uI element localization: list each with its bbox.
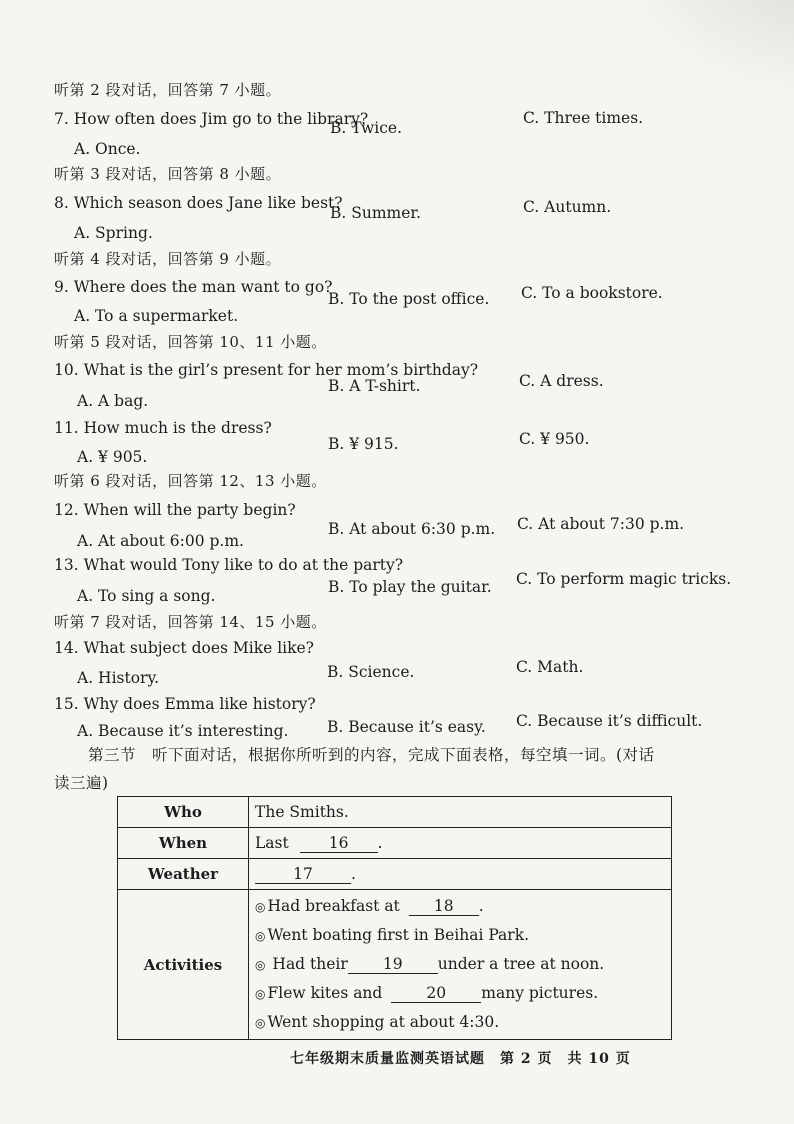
question-stem: 7. How often does Jim go to the library? xyxy=(54,110,369,128)
when-pre: Last xyxy=(255,833,289,852)
option-b: B. To the post office. xyxy=(328,290,490,308)
option-b: B. Twice. xyxy=(330,119,403,137)
activities-cell xyxy=(249,890,672,1040)
when-cell xyxy=(249,828,672,859)
row-label-weather: Weather xyxy=(118,859,249,890)
bullet-icon: ◎ xyxy=(255,929,266,943)
instruction: 听第 5 段对话，回答第 10、11 小题。 xyxy=(54,333,327,351)
option-a: A. Spring. xyxy=(74,224,153,242)
activity-item xyxy=(255,921,665,950)
bullet-icon: ◎ xyxy=(255,987,266,1001)
option-c: C. At about 7:30 p.m. xyxy=(517,515,685,533)
option-b: B. Science. xyxy=(327,663,415,681)
blank-19[interactable]: 19 xyxy=(348,955,438,974)
activity-post: under a tree at noon. xyxy=(437,955,605,973)
activity-post: . xyxy=(478,897,484,915)
table-row xyxy=(118,890,672,1040)
option-b: B. ¥ 915. xyxy=(328,435,399,453)
weather-cell xyxy=(249,859,672,890)
option-a: A. Once. xyxy=(74,140,141,158)
activity-text: Had breakfast at xyxy=(267,897,400,915)
bullet-icon: ◎ xyxy=(255,900,266,914)
instruction: 听第 6 段对话，回答第 12、13 小题。 xyxy=(54,472,327,490)
option-a: A. Because it’s interesting. xyxy=(77,722,289,740)
table-row xyxy=(118,859,672,890)
instruction: 听第 4 段对话，回答第 9 小题。 xyxy=(54,250,282,268)
instruction: 听第 3 段对话，回答第 8 小题。 xyxy=(54,165,282,183)
option-b: B. A T-shirt. xyxy=(328,377,421,395)
instruction: 听第 7 段对话，回答第 14、15 小题。 xyxy=(54,613,327,631)
who-value: The Smiths. xyxy=(249,797,672,828)
bullet-icon: ◎ xyxy=(255,1016,266,1030)
option-c: C. ¥ 950. xyxy=(519,430,590,448)
activity-item xyxy=(255,892,665,921)
option-a: A. To sing a song. xyxy=(77,587,216,605)
activity-item xyxy=(255,1008,665,1037)
option-b: B. Because it’s easy. xyxy=(327,718,486,736)
question-stem: 10. What is the girl’s present for her mom’s birthday? xyxy=(54,361,479,379)
option-c: C. To a bookstore. xyxy=(521,284,663,302)
table-row xyxy=(118,797,672,828)
question-stem: 13. What would Tony like to do at the party? xyxy=(54,556,404,574)
row-label-who: Who xyxy=(118,797,249,828)
blank-20[interactable]: 20 xyxy=(391,984,481,1003)
scan-shadow xyxy=(614,0,794,100)
part3-title-cont: 读三遍) xyxy=(54,774,109,792)
option-b: B. To play the guitar. xyxy=(328,578,492,596)
option-a: A. A bag. xyxy=(77,392,149,410)
weather-post: . xyxy=(351,864,356,883)
option-c: C. Because it’s difficult. xyxy=(516,712,703,730)
blank-16[interactable]: 16 xyxy=(300,834,378,853)
activity-text: Went boating first in Beihai Park. xyxy=(267,926,530,944)
bullet-icon: ◎ xyxy=(255,958,266,972)
activity-text: Had their xyxy=(272,955,348,973)
when-post: . xyxy=(377,833,383,852)
blank-18[interactable]: 18 xyxy=(409,897,479,916)
instruction: 听第 2 段对话，回答第 7 小题。 xyxy=(54,81,282,99)
question-stem: 15. Why does Emma like history? xyxy=(54,695,316,713)
option-a: A. To a supermarket. xyxy=(74,307,239,325)
option-c: C. To perform magic tricks. xyxy=(516,570,732,588)
activity-item xyxy=(255,950,665,979)
table-row xyxy=(118,828,672,859)
option-c: C. Three times. xyxy=(523,109,644,127)
activity-post: many pictures. xyxy=(481,984,599,1002)
option-c: C. A dress. xyxy=(519,372,604,390)
question-stem: 14. What subject does Mike like? xyxy=(54,639,314,657)
question-stem: 9. Where does the man want to go? xyxy=(54,278,333,296)
activity-text: Flew kites and xyxy=(267,984,383,1002)
question-stem: 12. When will the party begin? xyxy=(54,501,296,519)
option-a: A. ¥ 905. xyxy=(77,448,148,466)
row-label-activities: Activities xyxy=(118,890,249,1040)
option-a: A. At about 6:00 p.m. xyxy=(77,532,244,550)
part3-title: 第三节 听下面对话，根据你所听到的内容，完成下面表格，每空填一词。(对话 xyxy=(88,746,655,764)
question-stem: 11. How much is the dress? xyxy=(54,419,272,437)
blank-17[interactable]: 17 xyxy=(255,865,351,884)
option-b: B. At about 6:30 p.m. xyxy=(328,520,496,538)
option-b: B. Summer. xyxy=(330,204,422,222)
question-stem: 8. Which season does Jane like best? xyxy=(54,194,343,212)
option-a: A. History. xyxy=(77,669,160,687)
option-c: C. Autumn. xyxy=(523,198,612,216)
option-c: C. Math. xyxy=(516,658,584,676)
activity-table xyxy=(117,796,672,1040)
activity-item xyxy=(255,979,665,1008)
page-footer: 七年级期末质量监测英语试题 第 2 页 共 10 页 xyxy=(290,1051,631,1067)
row-label-when: When xyxy=(118,828,249,859)
activity-text: Went shopping at about 4:30. xyxy=(267,1013,500,1031)
